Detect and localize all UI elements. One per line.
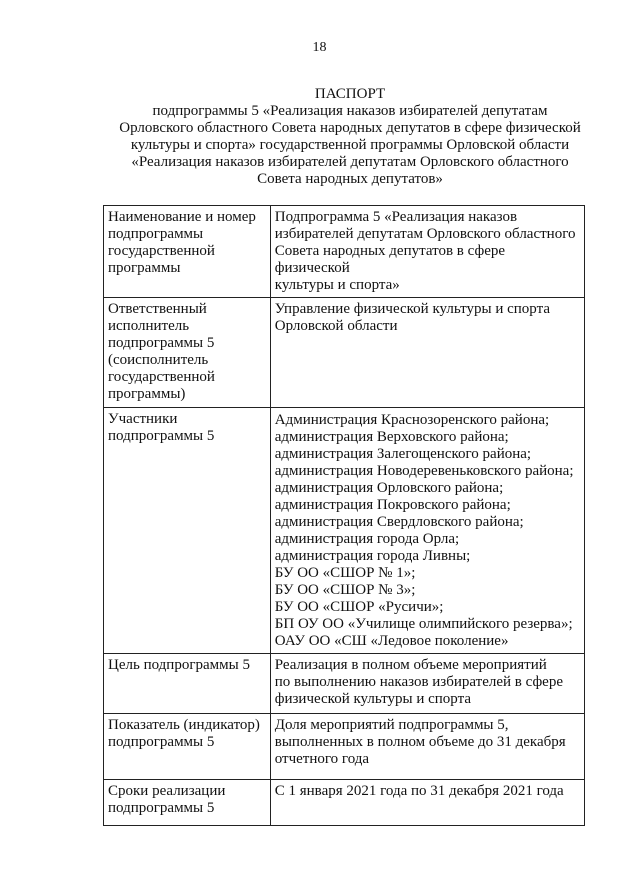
row-label-timeline: Сроки реализации подпрограммы 5	[104, 780, 271, 826]
table-row	[104, 780, 585, 826]
passport-table	[103, 205, 585, 826]
page-number: 18	[312, 40, 327, 55]
table-row	[104, 654, 585, 714]
row-value-responsible-executor: Управление физической культуры и спорта Орловской области	[270, 298, 584, 408]
row-label-participants: Участники подпрограммы 5	[104, 408, 271, 654]
table-row	[104, 408, 585, 654]
row-value-goal: Реализация в полном объеме мероприятий по выполнению наказов избирателей в сфере физической культуры и спорта	[270, 654, 584, 714]
row-value-participants: Администрация Краснозоренского района; администрация Верховского района; администрация Залегощенского района; администрация Новодеревеньковского района; администрация Орловского района; администрация Покровского района; администрация Свердловского района; администрация города Орла; администрация города Ливны; БУ ОО «СШОР № 1»; БУ ОО «СШОР № 3»; БУ ОО «СШОР «Русичи»; БП ОУ ОО «Училище олимпийского резерва»; ОАУ ОО «СШ «Ледовое поколение»	[270, 408, 584, 654]
row-label-indicator: Показатель (индикатор) подпрограммы 5	[104, 714, 271, 780]
document-subtitle: подпрограммы 5 «Реализация наказов избирателей депутатам Орловского областного Совета народных депутатов в сфере физической культуры и спорта» государственной программы Орловской области «Реализация наказов избирателей депутатам Орловского областного Совета народных депутатов»	[119, 103, 581, 187]
row-label-goal: Цель подпрограммы 5	[104, 654, 271, 714]
row-label-responsible-executor: Ответственный исполнитель подпрограммы 5 (соисполнитель государственной программы)	[104, 298, 271, 408]
row-value-name-and-number: Подпрограмма 5 «Реализация наказов избирателей депутатам Орловского областного Совета народных депутатов в сфере физической культуры и спорта»	[270, 206, 584, 298]
row-value-timeline: С 1 января 2021 года по 31 декабря 2021 года	[270, 780, 584, 826]
document-title: ПАСПОРТ	[314, 86, 386, 102]
row-value-indicator: Доля мероприятий подпрограммы 5, выполненных в полном объеме до 31 декабря отчетного года	[270, 714, 584, 780]
table-row	[104, 298, 585, 408]
table-row	[104, 206, 585, 298]
table-row	[104, 714, 585, 780]
document-heading	[60, 86, 639, 188]
row-label-name-and-number: Наименование и номер подпрограммы государственной программы	[104, 206, 271, 298]
